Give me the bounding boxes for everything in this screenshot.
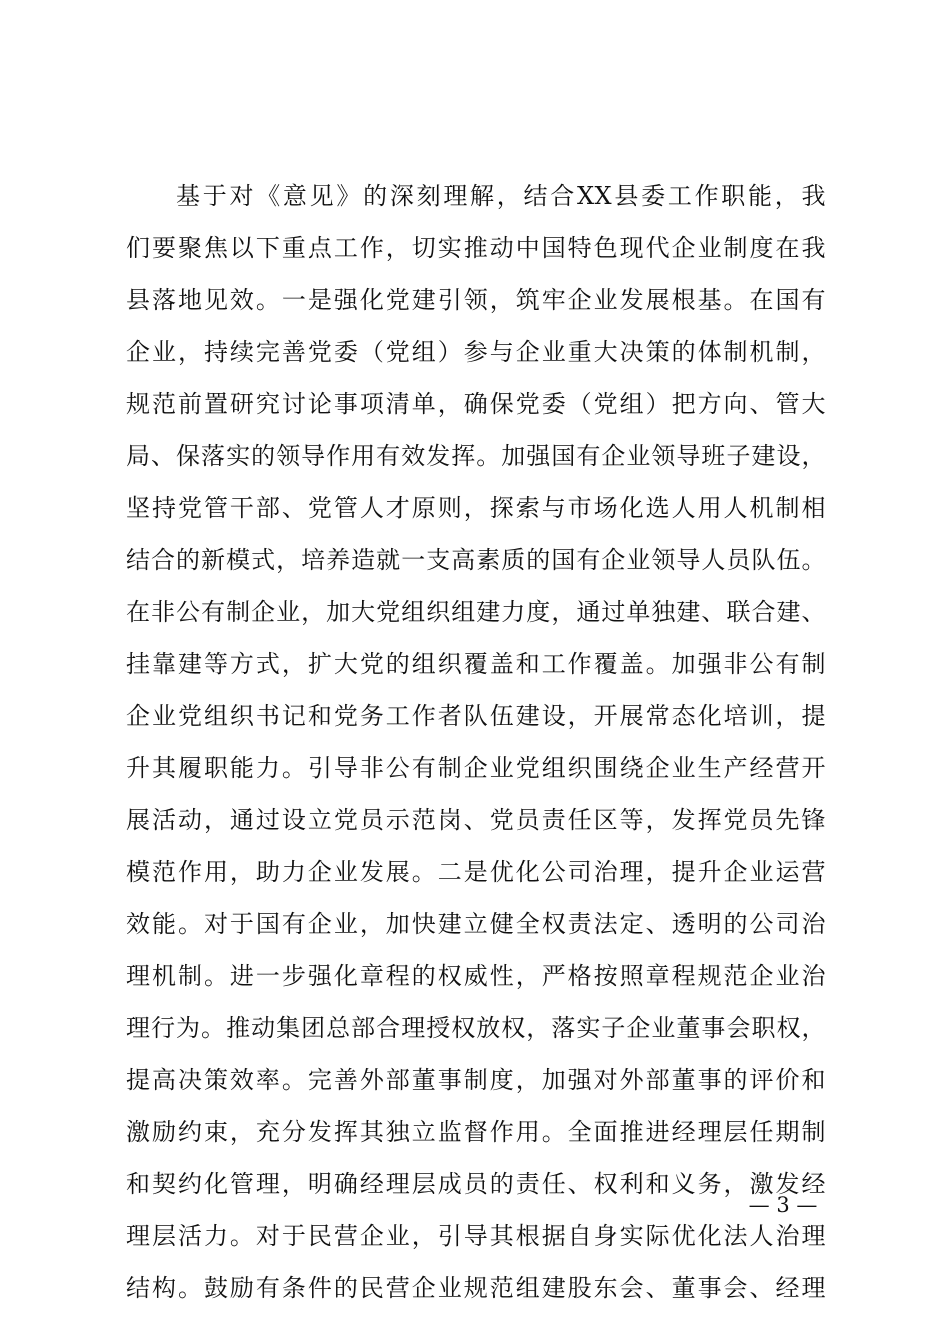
text-line: 规范前置研究讨论事项清单，确保党委（党组）把方向、管大	[126, 390, 826, 418]
text-line: 们要聚焦以下重点工作，切实推动中国特色现代企业制度在我	[126, 234, 826, 262]
text-line: 结构。鼓励有条件的民营企业规范组建股东会、董事会、经理	[126, 1274, 826, 1302]
text-line: 效能。对于国有企业，加快建立健全权责法定、透明的公司治	[126, 910, 826, 938]
text-line: 模范作用，助力企业发展。二是优化公司治理，提升企业运营	[126, 858, 826, 886]
text-line: 在非公有制企业，加大党组织组建力度，通过单独建、联合建、	[126, 598, 826, 626]
text-line: 激励约束，充分发挥其独立监督作用。全面推进经理层任期制	[126, 1118, 826, 1146]
text-line: 挂靠建等方式，扩大党的组织覆盖和工作覆盖。加强非公有制	[126, 650, 826, 678]
text-line: 理层活力。对于民营企业，引导其根据自身实际优化法人治理	[126, 1222, 826, 1250]
text-line: 提高决策效率。完善外部董事制度，加强对外部董事的评价和	[126, 1066, 826, 1094]
text-line: 基于对《意见》的深刻理解，结合XX县委工作职能，我	[176, 182, 826, 210]
text-line: 展活动，通过设立党员示范岗、党员责任区等，发挥党员先锋	[126, 806, 826, 834]
text-line: 企业党组织书记和党务工作者队伍建设，开展常态化培训，提	[126, 702, 826, 730]
page-number: — 3 —	[748, 1193, 818, 1217]
text-line: 升其履职能力。引导非公有制企业党组织围绕企业生产经营开	[126, 754, 826, 782]
text-line: 结合的新模式，培养造就一支高素质的国有企业领导人员队伍。	[126, 546, 826, 574]
text-line: 企业，持续完善党委（党组）参与企业重大决策的体制机制，	[126, 338, 826, 366]
text-line: 理行为。推动集团总部合理授权放权，落实子企业董事会职权，	[126, 1014, 826, 1042]
text-line: 和契约化管理，明确经理层成员的责任、权利和义务，激发经	[126, 1170, 826, 1198]
text-line: 县落地见效。一是强化党建引领，筑牢企业发展根基。在国有	[126, 286, 826, 314]
text-line: 理机制。进一步强化章程的权威性，严格按照章程规范企业治	[126, 962, 826, 990]
body-paragraph	[126, 170, 826, 1314]
text-line: 局、保落实的领导作用有效发挥。加强国有企业领导班子建设，	[126, 442, 826, 470]
text-line: 坚持党管干部、党管人才原则，探索与市场化选人用人机制相	[126, 494, 826, 522]
